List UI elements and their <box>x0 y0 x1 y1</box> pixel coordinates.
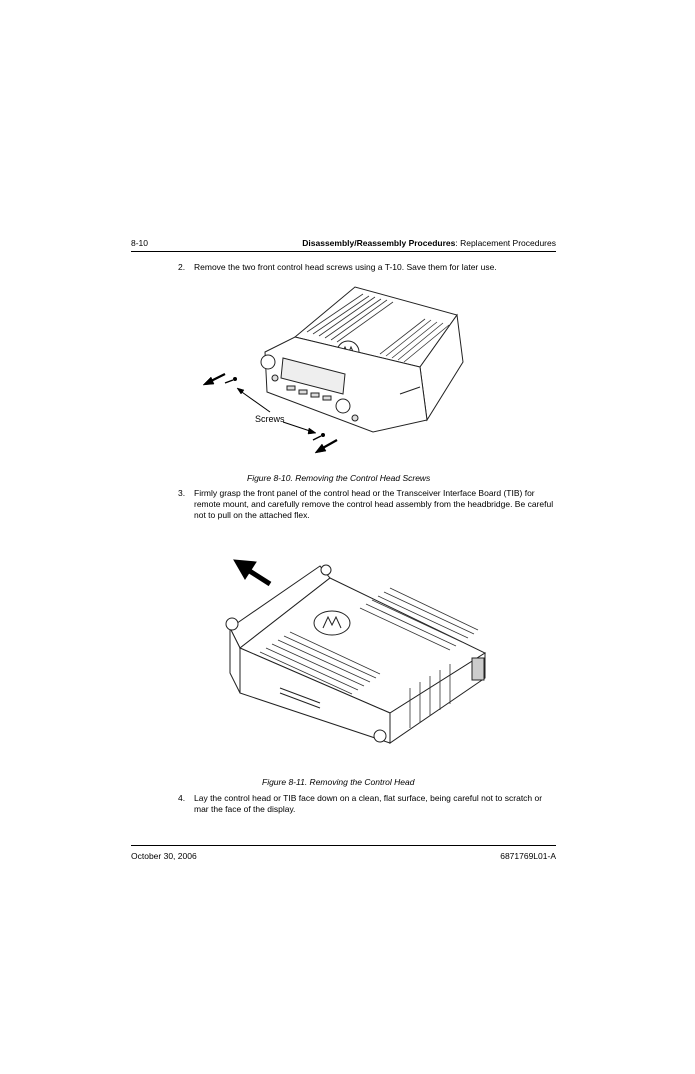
step-text: Lay the control head or TIB face down on a clean, flat surface, being careful not to scratch or mar the face of the display. <box>194 793 543 814</box>
step-text: Firmly grasp the front panel of the control head or the Transceiver Interface Board (TIB) for remote mount, and carefully remove the control head assembly from the headbridge. Be careful not to pull on the attached flex. <box>194 488 554 520</box>
figure-caption: Figure 8-11. Removing the Control Head <box>262 777 415 787</box>
figure-control-head-removal <box>220 548 500 753</box>
step-number: 2. <box>178 262 186 272</box>
footer-rule <box>131 845 556 846</box>
figure-control-head-screws <box>195 282 485 462</box>
section-title-bold: Disassembly/Reassembly Procedures <box>302 238 456 248</box>
step-text: Remove the two front control head screws using a T-10. Save them for later use. <box>194 262 497 272</box>
section-title-rest: : Replacement Procedures <box>455 238 556 248</box>
step-number: 4. <box>178 793 186 803</box>
figure-caption: Figure 8-10. Removing the Control Head Screws <box>247 473 431 483</box>
footer-date: October 30, 2006 <box>131 851 197 861</box>
page-footer <box>131 850 556 864</box>
screws-callout: Screws <box>255 414 285 424</box>
section-title <box>302 237 556 249</box>
footer-doc-number: 6871769L01-A <box>500 851 556 861</box>
step-number: 3. <box>178 488 186 498</box>
radio-front-illustration <box>195 282 485 462</box>
header-rule <box>131 251 556 252</box>
radio-rear-illustration <box>220 548 500 753</box>
page-number: 8-10 <box>131 238 149 248</box>
page-header <box>131 237 556 251</box>
